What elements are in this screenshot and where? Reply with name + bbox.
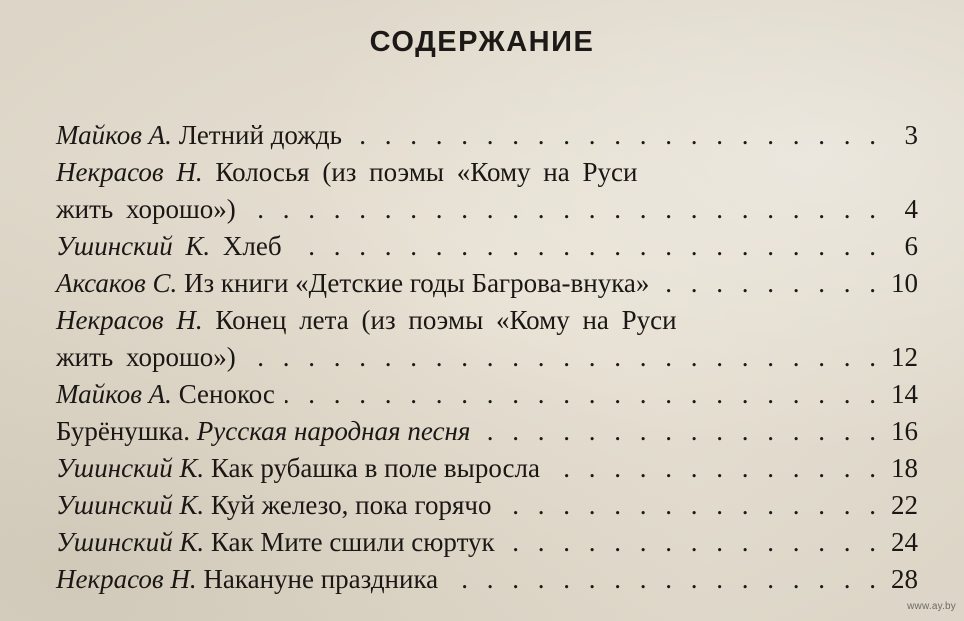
toc-page-number: 6 — [904, 231, 918, 261]
toc-line — [56, 376, 918, 413]
toc-title-continuation: жить хорошо») — [56, 342, 236, 372]
dot-leader — [448, 561, 876, 598]
table-of-contents — [56, 117, 918, 598]
toc-title: Как рубашка в поле выросла — [210, 453, 540, 483]
toc-title: Сенокос — [178, 379, 275, 409]
toc-author: Некрасов Н. — [56, 564, 197, 594]
toc-author: Ушинский К. — [56, 453, 205, 483]
dot-leader — [550, 450, 876, 487]
dot-leader — [505, 524, 876, 561]
toc-title: Бурёнушка. — [56, 416, 190, 446]
toc-author: Ушинский К. — [56, 490, 205, 520]
toc-page-number: 18 — [891, 453, 918, 483]
dot-leader — [480, 413, 876, 450]
toc-line — [56, 154, 918, 191]
dot-leader — [659, 265, 876, 302]
toc-author: Аксаков С. — [56, 268, 178, 298]
dot-leader — [246, 191, 876, 228]
toc-note: Русская народная песня — [196, 416, 471, 446]
toc-author: Ушинский К. — [56, 231, 211, 261]
toc-page-number: 28 — [891, 564, 918, 594]
toc-page-number: 4 — [904, 194, 918, 224]
toc-author: Ушинский К. — [56, 527, 205, 557]
toc-page-number: 16 — [891, 416, 918, 446]
dot-leader — [246, 339, 876, 376]
watermark: www.ay.by — [907, 601, 956, 612]
toc-author: Майков А. — [56, 120, 172, 150]
toc-line — [56, 524, 918, 561]
toc-entry — [56, 487, 918, 524]
toc-entry — [56, 450, 918, 487]
toc-title: Летний дождь — [178, 120, 342, 150]
toc-author: Некрасов Н. — [56, 305, 203, 335]
toc-line — [56, 487, 918, 524]
page-title: СОДЕРЖАНИЕ — [369, 26, 595, 58]
toc-entry — [56, 524, 918, 561]
toc-author: Некрасов Н. — [56, 157, 203, 187]
toc-title: Куй железо, пока горячо — [210, 490, 492, 520]
toc-line — [56, 302, 918, 339]
toc-page-number: 12 — [891, 342, 918, 372]
dot-leader — [501, 487, 876, 524]
toc-entry — [56, 265, 918, 302]
dot-leader — [292, 228, 876, 265]
toc-title: Хлеб — [222, 231, 282, 261]
toc-line — [56, 450, 918, 487]
toc-line — [56, 228, 918, 265]
toc-entry — [56, 228, 918, 265]
toc-title: Как Мите сшили сюртук — [210, 527, 495, 557]
toc-page-number: 10 — [891, 268, 918, 298]
toc-line — [56, 117, 918, 154]
toc-line — [56, 413, 918, 450]
toc-line — [56, 191, 918, 228]
toc-line — [56, 265, 918, 302]
toc-title: Колосья (из поэмы «Кому на Руси — [215, 157, 638, 187]
toc-entry — [56, 154, 918, 228]
toc-line — [56, 561, 918, 598]
toc-title: Накануне праздника — [203, 564, 439, 594]
toc-entry — [56, 376, 918, 413]
toc-title: Из книги «Детские годы Багрова-внука» — [183, 268, 650, 298]
toc-title-continuation: жить хорошо») — [56, 194, 236, 224]
toc-page-number: 14 — [891, 379, 918, 409]
toc-entry — [56, 302, 918, 376]
toc-line — [56, 339, 918, 376]
dot-leader — [352, 117, 876, 154]
toc-entry — [56, 561, 918, 598]
toc-title: Конец лета (из поэмы «Кому на Руси — [215, 305, 677, 335]
toc-page-number: 22 — [891, 490, 918, 520]
toc-author: Майков А. — [56, 379, 172, 409]
toc-entry — [56, 117, 918, 154]
toc-page-number: 3 — [904, 120, 918, 150]
toc-page-number: 24 — [891, 527, 918, 557]
dot-leader — [285, 376, 876, 413]
toc-entry — [56, 413, 918, 450]
